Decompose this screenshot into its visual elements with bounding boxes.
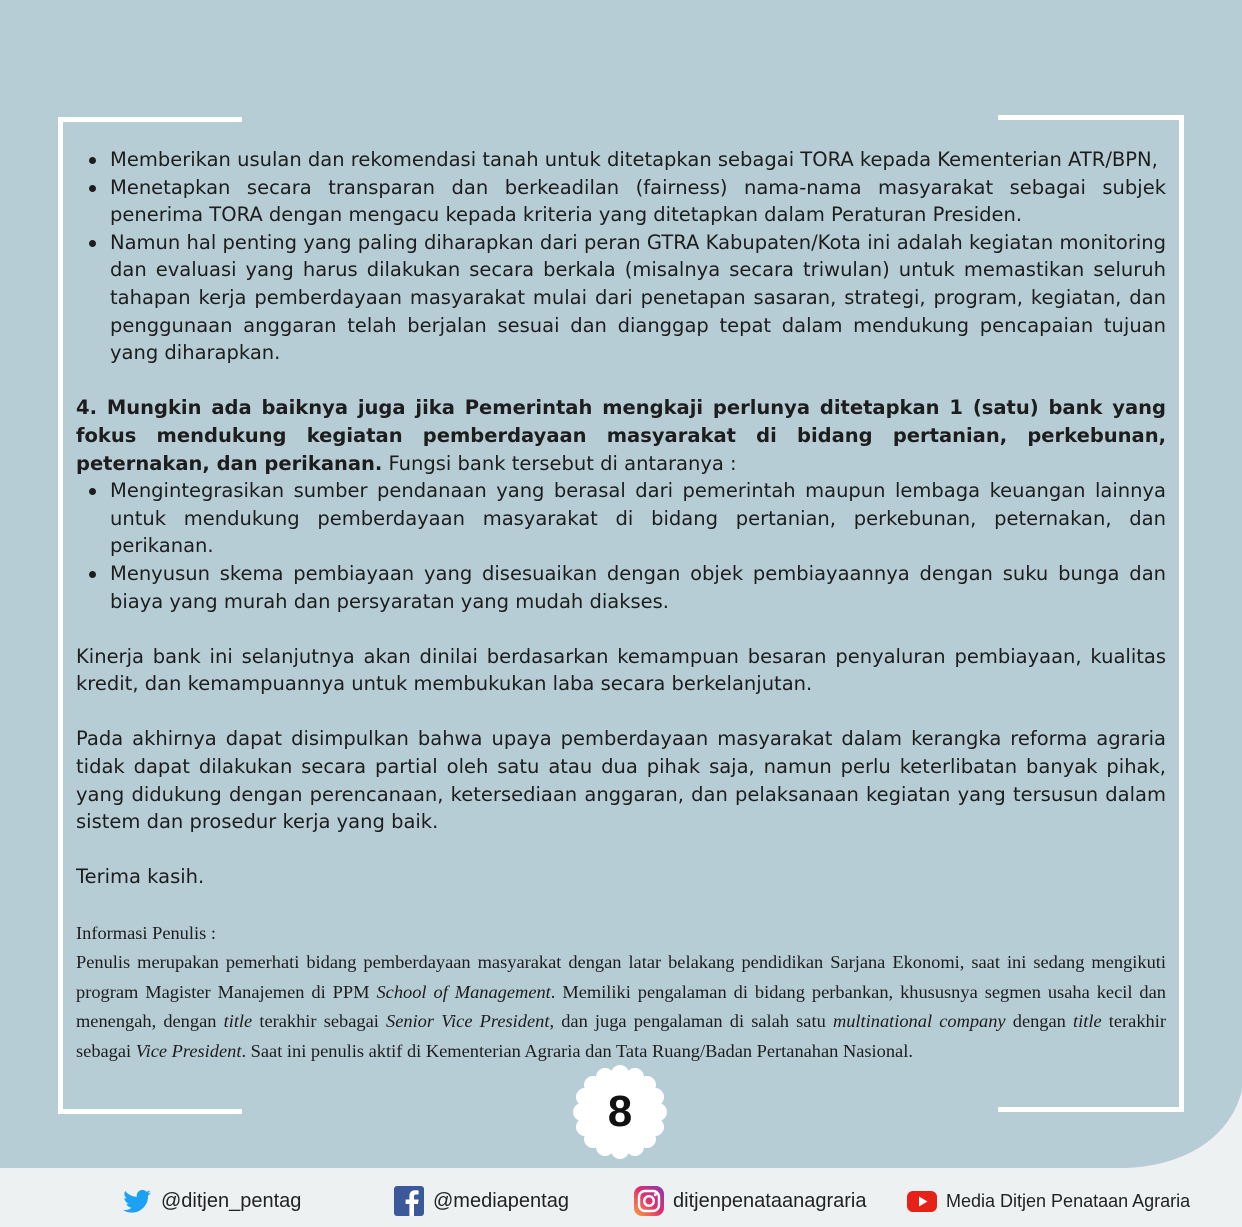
- list-item: Mengintegrasikan sumber pendanaan yang berasal dari pemerintah maupun lembaga keuangan lainnya untuk mendukung pemberdayaan masyarakat di bidang pertanian, perkebunan, peternakan, dan perikanan.: [110, 477, 1166, 560]
- thanks-text: Terima kasih.: [76, 865, 205, 889]
- page-number: 8: [607, 1087, 633, 1136]
- article-body: [76, 146, 1166, 1066]
- frame-line-left: [58, 117, 63, 1114]
- author-heading: Informasi Penulis :: [76, 922, 216, 943]
- list-item: Menyusun skema pembiayaan yang disesuaikan dengan objek pembiayaannya dengan suku bunga dan biaya yang murah dan persyaratan yang mudah diakses.: [110, 560, 1166, 615]
- conclusion-paragraph: Pada akhirnya dapat disimpulkan bahwa upaya pemberdayaan masyarakat dalam kerangka reforma agraria tidak dapat dilakukan secara partial oleh satu atau dua pihak saja, namun perlu keterlibatan banyak pihak, yang didukung dengan perencanaan, ketersediaan anggaran, dan pelaksanaan kegiatan yang tersusun dalam sistem dan prosedur kerja yang baik.: [76, 727, 1166, 834]
- twitter-icon: [121, 1185, 153, 1217]
- instagram-handle: ditjenpenataanagraria: [673, 1189, 867, 1212]
- frame-line-top-right: [998, 115, 1184, 120]
- frame-line-bottom-left: [58, 1109, 242, 1114]
- bank-function-list: [76, 477, 1166, 615]
- frame-line-right: [1179, 115, 1184, 1112]
- twitter-handle: @ditjen_pentag: [161, 1189, 302, 1212]
- list-item: Namun hal penting yang paling diharapkan dari peran GTRA Kabupaten/Kota ini adalah kegiatan monitoring dan evaluasi yang harus dilakukan secara berkala (misalnya secara triwulan) untuk memastikan seluruh tahapan kerja pemberdayaan masyarakat mulai dari penetapan sasaran, strategi, program, kegiatan, dan penggunaan anggaran telah berjalan sesuai dan dianggap tepat dalam mendukung pencapaian tujuan yang diharapkan.: [110, 229, 1166, 367]
- list-item: Menetapkan secara transparan dan berkeadilan (fairness) nama-nama masyarakat sebagai subjek penerima TORA dengan mengacu kepada kriteria yang ditetapkan dalam Peraturan Presiden.: [110, 174, 1166, 229]
- footer-corner-curve: [1060, 1090, 1242, 1170]
- list-item: Memberikan usulan dan rekomendasi tanah untuk ditetapkan sebagai TORA kepada Kementerian ATR/BPN,: [110, 146, 1166, 174]
- social-instagram[interactable]: [633, 1185, 867, 1217]
- facebook-icon: [393, 1185, 425, 1217]
- gtra-role-list: [76, 146, 1166, 367]
- point-4-paragraph: [76, 394, 1166, 477]
- facebook-handle: @mediapentag: [433, 1189, 569, 1212]
- instagram-icon: [633, 1185, 665, 1217]
- point-4-rest: Fungsi bank tersebut di antaranya :: [382, 451, 737, 475]
- kinerja-paragraph: Kinerja bank ini selanjutnya akan dinilai berdasarkan kemampuan besaran penyaluran pembiayaan, kualitas kredit, dan kemampuannya untuk membukukan laba secara berkelanjutan.: [76, 644, 1166, 696]
- youtube-icon: [906, 1185, 938, 1217]
- author-info: [76, 919, 1166, 1067]
- social-facebook[interactable]: [393, 1185, 569, 1217]
- point-4-bold: 4. Mungkin ada baiknya juga jika Pemerintah mengkaji perlunya ditetapkan 1 (satu) bank yang fokus mendukung kegiatan pemberdayaan masyarakat di bidang pertanian, perkebunan, peternakan, dan perikanan.: [76, 396, 1166, 475]
- youtube-channel: Media Ditjen Penataan Agraria: [946, 1190, 1191, 1211]
- social-youtube[interactable]: [906, 1185, 1190, 1217]
- social-twitter[interactable]: [121, 1185, 301, 1217]
- page-number-badge: [572, 1064, 668, 1160]
- frame-line-top-left: [58, 117, 242, 122]
- author-paragraph: Penulis merupakan pemerhati bidang pemberdayaan masyarakat dengan latar belakang pendidikan Sarjana Ekonomi, saat ini sedang mengikuti program Magister Manajemen di PPM School of Management. Memiliki pengalaman di bidang perbankan, khususnya segmen usaha kecil dan menengah, dengan title terakhir sebagai Senior Vice President, dan juga pengalaman di salah satu multinational company dengan title terakhir sebagai Vice President. Saat ini penulis aktif di Kementerian Agraria dan Tata Ruang/Badan Pertanahan Nasional.: [76, 952, 1166, 1061]
